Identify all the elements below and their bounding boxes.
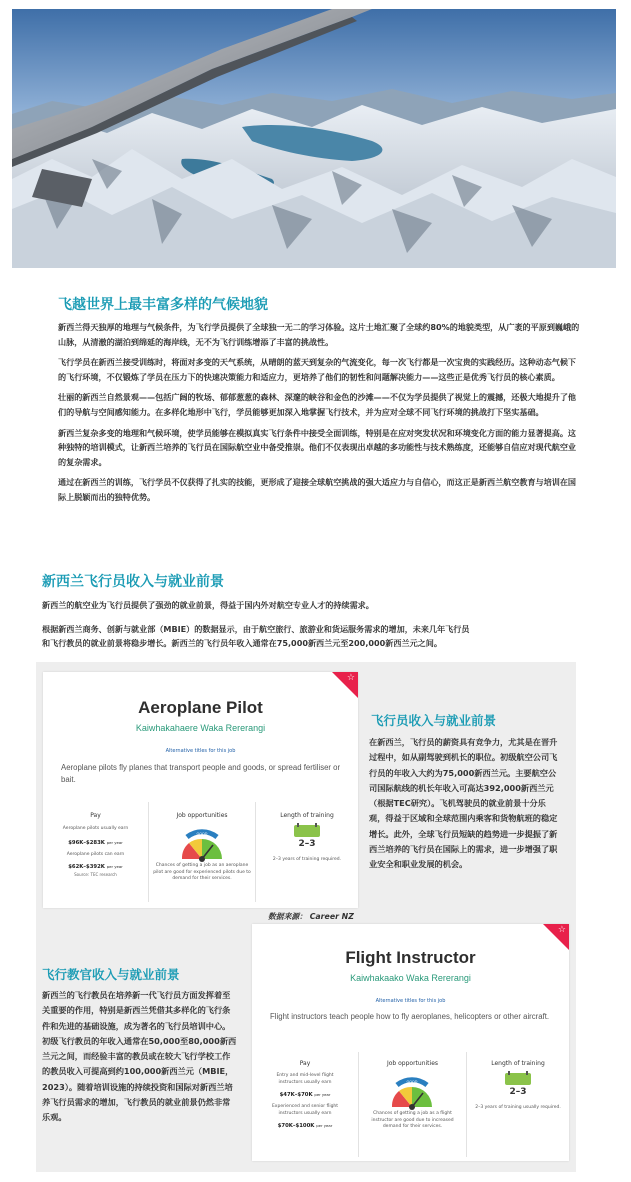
star-icon[interactable]: ☆: [346, 673, 355, 683]
instructor-card-stats: [252, 1052, 569, 1157]
career-paragraph: 新西兰的航空业为飞行员提供了强劲的就业前景，得益于国内外对航空专业人才的持续需求。: [42, 600, 374, 610]
pilot-card-description: Aeroplane pilots fly planes that transport people and goods, or spread fertiliser or bait.: [61, 763, 341, 784]
training-value: 2–3: [509, 1087, 527, 1097]
data-source-note: 数据来源： Career NZ: [268, 912, 354, 921]
instructor-income-text: 新西兰的飞行教员在培养新一代飞行员方面发挥着至 关重要的作用，特别是新西兰凭借其多样化的飞行条 件和先进的基础设施，成为著名的飞行员培训中心。 初级飞行教员的年收入通常在50,000至80,000新西 兰元之间，而经验丰富的教员或在较大飞行学校工作 的教员收入可提高到约100,000新西兰元（MBIE， 2023）。随着培训设施的持续投资和国际对新西兰培 养飞行员需求的增加，飞行教员的就业前景仍然非常 乐观。: [42, 990, 237, 1123]
instructor-income-title: 飞行教官收入与就业前景: [42, 967, 180, 982]
training-calendar-icon: [256, 823, 358, 839]
pay-header: Pay: [90, 812, 101, 819]
training-header: Length of training: [491, 1060, 545, 1067]
pay-range: $47K–$70K per year: [279, 1092, 331, 1098]
job-opportunities-gauge-icon: [149, 819, 255, 863]
climate-paragraph: 壮丽的新西兰自然景观——包括广阔的牧场、郁郁葱葱的森林、深邃的峡谷和金色的沙滩——不仅为学员提供了视觉上的震撼，还极大地提升了他们的导航与空间感知能力。在多样化地形中飞行，学员能够更加深入地掌握飞行技术，并为应对全球不同飞行环境的挑战打下坚实基础。: [58, 392, 577, 417]
instructor-jobs-column: [359, 1060, 466, 1131]
career-section: [42, 571, 602, 651]
instructor-card-title: Flight Instructor: [345, 948, 476, 967]
jobs-header: Job opportunities: [176, 812, 228, 819]
pilot-pay-column: [43, 812, 148, 877]
instructor-training-column: [467, 1060, 569, 1112]
pay-range: $62K–$392K per year: [68, 864, 123, 870]
career-paragraph: 根据新西兰商务、创新与就业部（MBIE）的数据显示，由于航空旅行、旅游业和货运服务需求的增加，未来几年飞行员: [42, 623, 470, 634]
climate-paragraph: 飞行学员在新西兰接受训练时，将面对多变的天气系统，从晴朗的蓝天到复杂的气流变化，每一次飞行都是一次宝贵的实践经历。这种动态气候下的飞行环境，不仅锻炼了学员在压力下的快速决策能力和适应力，更培养了他们的韧性和问题解决能力——这些正是优秀飞行员的核心素质。: [58, 357, 577, 382]
climate-paragraph: 新西兰复杂多变的地理和气候环境，使学员能够在模拟真实飞行条件中接受全面训练，特别是在应对突发状况和环境变化方面的能力显著提高。这种独特的培训模式，让新西兰培养的飞行员在国际航空业中备受推崇。他们不仅表现出卓越的多功能性与技术熟练度，还能够自信应对现代航空业的复杂需求。: [58, 427, 577, 467]
pay-source: Source: TEC research: [74, 872, 117, 877]
jobs-text: Chances of getting a job as a flight instructor are good due to increased demand for their services.: [371, 1111, 454, 1129]
jobs-text: Chances of getting a job as an aeroplane pilot are good for experienced pilots due to demand for their services.: [153, 863, 251, 881]
pilot-income-text: 在新西兰，飞行员的薪资具有竞争力，尤其是在晋升 过程中，如从副驾驶到机长的职位。初级航空公司飞 行员的年收入大约为75,000新西兰元。主要航空公 司国际航线的机长年收入可高达392,000新西兰元 （根据TEC研究）。飞机驾驶员的就业前景十分乐 观，得益于区域和全球范围内乘客和货物航班的稳定 增长。此外，全球飞行员短缺的趋势进一步提振了新 西兰培养的飞行员在国际上的需求，进一步增强了职 业安全和职业发展的机会。: [369, 737, 558, 870]
training-calendar-icon: [467, 1071, 569, 1087]
star-icon[interactable]: ☆: [557, 925, 566, 935]
pay-line: Experienced and senior flight instructors usually earn: [271, 1104, 339, 1116]
instructor-pay-column: [252, 1060, 358, 1129]
pay-range: $96K–$283K per year: [68, 839, 123, 846]
training-header: Length of training: [280, 812, 334, 819]
climate-section: [58, 294, 580, 511]
job-opportunities-gauge-icon: [359, 1067, 466, 1111]
pilot-card-maori-title: Kaiwhakahaere Waka Rererangi: [135, 723, 266, 733]
instructor-card-maori-title: Kaiwhakaako Waka Rererangi: [350, 973, 471, 983]
climate-paragraph: 新西兰得天独厚的地理与气候条件，为飞行学员提供了全球独一无二的学习体验。这片土地汇聚了全球约80%的地貌类型，从广袤的平原到巍峨的山脉，从清澈的湖泊到绵延的海岸线，无不为飞行训练增添了丰富的挑战性。: [58, 322, 580, 347]
flight-instructor-card: [252, 924, 569, 1161]
training-value: 2–3: [298, 839, 316, 849]
pay-line: Aeroplane pilots usually earn: [62, 826, 129, 831]
pilot-card-stats: [43, 802, 358, 902]
career-paragraph: 和飞行教员的就业前景将稳步增长。新西兰的飞行员年收入通常在75,000新西兰元至200,000新西兰元之间。: [42, 638, 442, 649]
climate-paragraph: 通过在新西兰的训练，飞行学员不仅获得了扎实的技能，更形成了迎接全球航空挑战的强大适应力与自信心，而这正是新西兰航空教育与培训在国际上脱颖而出的独特优势。: [58, 477, 577, 502]
jobs-header: Job opportunities: [386, 1060, 439, 1067]
career-section-title: 新西兰飞行员收入与就业前景: [42, 574, 224, 590]
climate-section-title: 飞越世界上最丰富多样的气候地貌: [58, 297, 268, 313]
instructor-card-description: Flight instructors teach people how to fly aeroplanes, helicopters or other aircraft.: [270, 1012, 550, 1021]
training-text: 2–3 years of training required.: [272, 857, 342, 862]
instructor-alt-titles-link[interactable]: Alternative titles for this job: [375, 998, 446, 1004]
training-text: 2–3 years of training usually required.: [475, 1105, 561, 1110]
aeroplane-pilot-card: [43, 672, 358, 908]
pay-range: $70K–$100K per year: [277, 1123, 333, 1129]
pay-header: Pay: [299, 1060, 311, 1067]
gauge-label: GOOD: [406, 1080, 418, 1084]
pilot-alt-titles-link[interactable]: Alternative titles for this job: [165, 748, 236, 754]
pay-line: Entry and mid-level flight instructors usually earn: [276, 1073, 334, 1085]
aerial-landscape-illustration: [12, 9, 616, 268]
pilot-jobs-column: [149, 812, 255, 883]
hero-image-aerial-mountains: [12, 9, 616, 268]
pay-line: Aeroplane pilots can earn: [66, 851, 125, 857]
pilot-income-title: 飞行员收入与就业前景: [371, 713, 497, 728]
pilot-training-column: [256, 812, 358, 864]
pilot-card-title: Aeroplane Pilot: [138, 698, 263, 717]
gauge-label: GOOD: [196, 832, 208, 836]
